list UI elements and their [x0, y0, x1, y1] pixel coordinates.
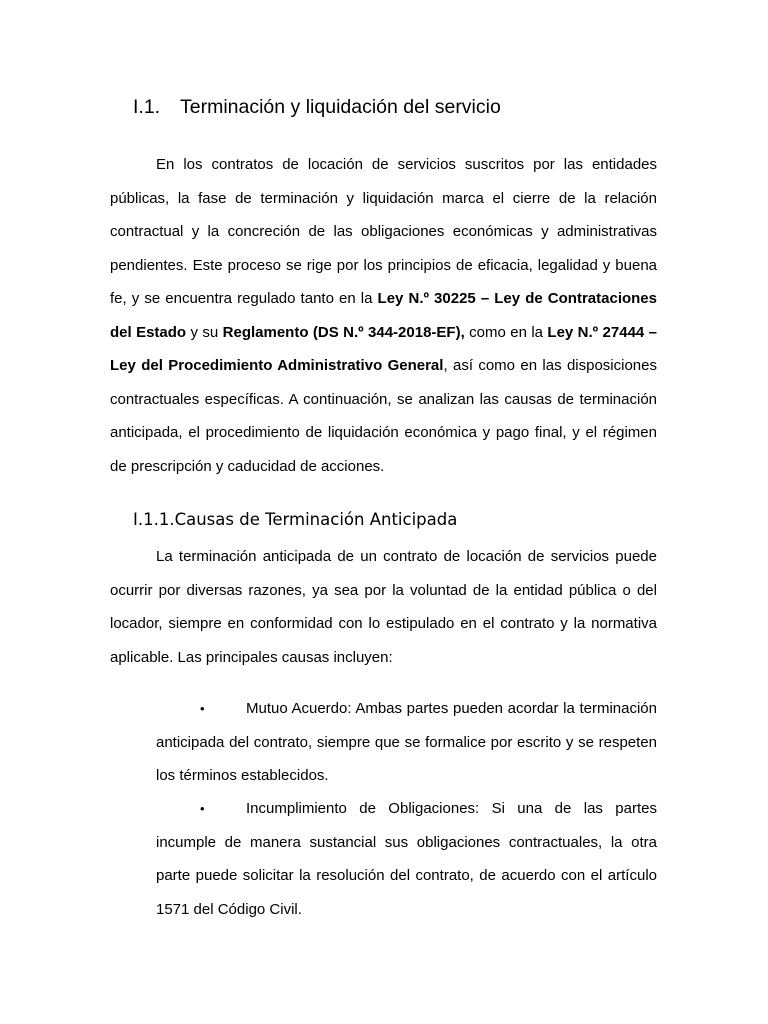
list-item: [156, 692, 657, 793]
section-title: Terminación y liquidación del servicio: [180, 96, 501, 118]
bullet-icon: •: [200, 801, 205, 816]
regulation-reference: Reglamento (DS N.º 344-2018-EF),: [222, 323, 465, 341]
paragraph-text: En los contratos de locación de servicios suscritos por las entidades públicas, la fase de terminación y liquidación marca el cierre de la relación contractual y la concreción de las obligaciones económicas y administrativas pendientes. Este proceso se rige por los principios de eficacia, legalidad y buena fe, y se encuentra regulado tanto en la: [110, 156, 657, 307]
section-paragraph: [110, 148, 657, 483]
paragraph-text: como en la: [464, 323, 548, 341]
law-27444-reference: Ley N.º 27444 – Ley del Procedimiento Administrativo General: [110, 323, 657, 374]
list-item-text: Mutuo Acuerdo: Ambas partes pueden acordar la terminación anticipada del contrato, siempre que se formalice por escrito y se respeten los términos establecidos.: [156, 700, 657, 784]
bullet-icon: •: [200, 701, 205, 716]
paragraph-text: y su: [186, 323, 223, 341]
section-heading: [133, 94, 501, 120]
list-item: [156, 792, 657, 926]
section-number: I.1.: [133, 96, 161, 118]
list-item-text: Incumplimiento de Obligaciones: Si una de las partes incumple de manera sustancial sus obligaciones contractuales, la otra parte puede solicitar la resolución del contrato, de acuerdo con el artículo 1571 del Código Civil.: [156, 800, 657, 918]
paragraph-text: , así como en las disposiciones contractuales específicas. A continuación, se analizan las causas de terminación anticipada, el procedimiento de liquidación económica y pago final, y el régimen de prescripción y caducidad de acciones.: [110, 357, 657, 475]
subsection-paragraph: La terminación anticipada de un contrato de locación de servicios puede ocurrir por diversas razones, ya sea por la voluntad de la entidad pública o del locador, siempre en conformidad con lo estipulado en el contrato y la normativa aplicable. Las principales causas incluyen:: [110, 548, 657, 666]
subsection-heading: I.1.1.Causas de Terminación Anticipada: [133, 510, 458, 529]
law-30225-reference: Ley N.º 30225 – Ley de Contrataciones del Estado: [110, 290, 657, 341]
